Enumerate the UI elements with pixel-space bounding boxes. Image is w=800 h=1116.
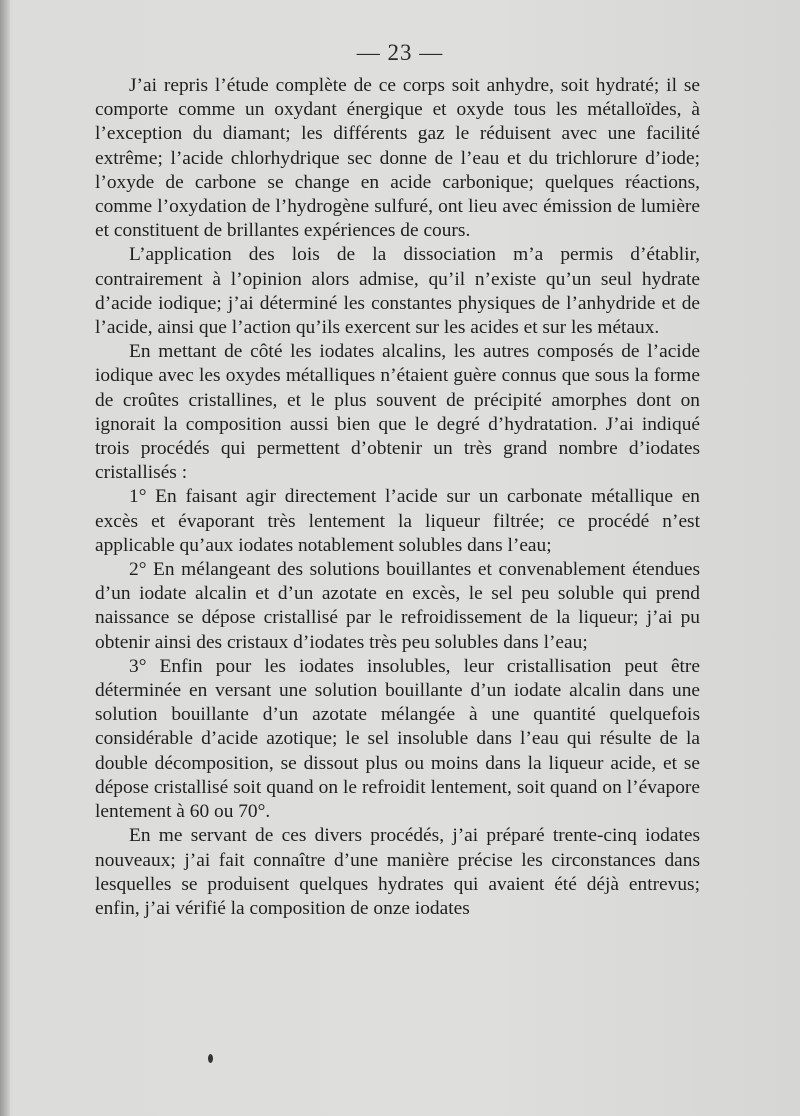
page-number: — 23 — xyxy=(356,40,444,65)
ink-dot xyxy=(208,1054,213,1063)
body-text xyxy=(95,74,700,921)
paragraph: 1° En faisant agir directement l’acide sur un carbonate métallique en excès et évaporant très lentement la liqueur filtrée; ce procédé n’est applicable qu’aux iodates notablement solubles dans l’eau; xyxy=(95,486,700,556)
paragraph: 2° En mélangeant des solutions bouillantes et convenablement étendues d’un iodate alcalin et d’un azotate en excès, le sel peu soluble qui prend naissance se dépose cristallisé par le refroidissement de la liqueur; j’ai pu obtenir ainsi des cristaux d’iodates très peu solubles dans l’eau; xyxy=(95,559,700,653)
page-binding-edge xyxy=(0,0,10,1116)
paragraph: L’application des lois de la dissociation m’a permis d’établir, contrairement à l’opinion alors admise, qu’il n’existe qu’un seul hydrate d’acide iodique; j’ai déterminé les constantes physiques de l’anhydride et de l’acide, ainsi que l’action qu’ils exercent sur les acides et sur les métaux. xyxy=(95,244,700,339)
paragraph: En mettant de côté les iodates alcalins, les autres composés de l’acide iodique avec les oxydes métalliques n’étaient guère connus que sous la forme de croûtes cristallines, et le plus souvent de précipité amorphes dont on ignorait la composition aussi bien que le degré d’hydratation. J’ai indiqué trois procédés qui permettent d’obtenir un très grand nombre d’iodates cristallisés : xyxy=(95,341,700,484)
paragraph: En me servant de ces divers procédés, j’ai préparé trente-cinq iodates nouveaux; j’ai fait connaître d’une manière précise les circonstances dans lesquelles se produisent quelques hydrates qui avaient été déjà entrevus; enfin, j’ai vérifié la composition de onze iodates xyxy=(95,825,700,919)
paragraph: 3° Enfin pour les iodates insolubles, leur cristallisation peut être déterminée en versant une solution bouillante d’un iodate alcalin dans une solution bouillante d’un azotate mélangée à une quantité quelquefois considérable d’acide azotique; le sel insoluble dans l’eau qui résulte de la double décomposition, se dissout plus ou moins dans la liqueur acide, et se dépose cristallisé soit quand on le refroidit lentement, soit quand on l’évapore lentement à 60 ou 70°. xyxy=(95,655,700,823)
paragraph: J’ai repris l’étude complète de ce corps soit anhydre, soit hydraté; il se comporte comme un oxydant énergique et oxyde tous les métalloïdes, à l’exception du diamant; les différents gaz le réduisent avec une facilité extrême; l’acide chlorhydrique sec donne de l’eau et du trichlorure d’iode; l’oxyde de carbone se change en acide carbonique; quelques réactions, comme l’oxydation de l’hydrogène sulfuré, ont lieu avec émission de lumière et constituent de brillantes expériences de cours. xyxy=(95,75,700,242)
